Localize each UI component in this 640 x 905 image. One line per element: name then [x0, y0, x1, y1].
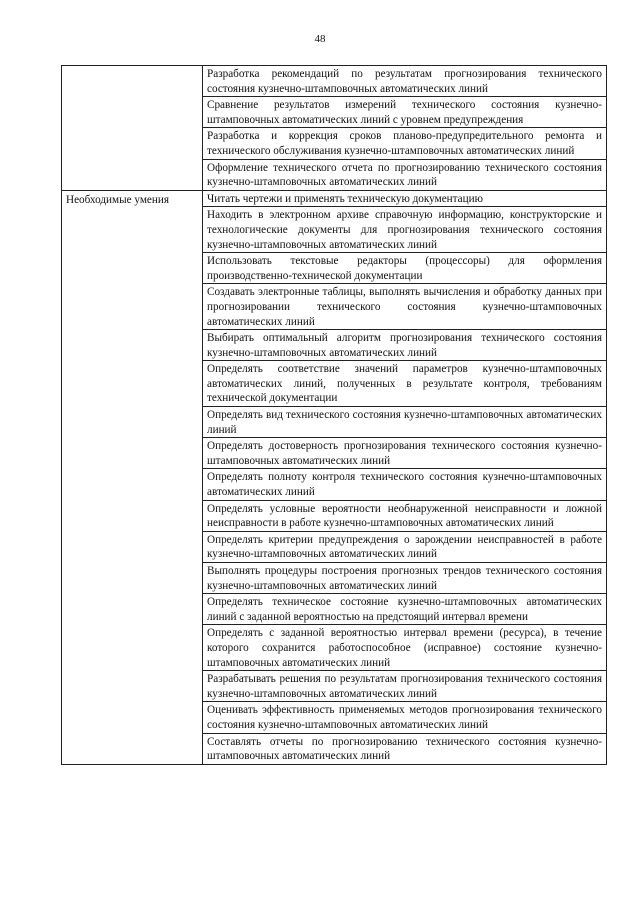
table-row	[62, 190, 607, 207]
table-cell-text: Использовать текстовые редакторы (процессоры) для оформления производственно-технической документации	[203, 253, 607, 284]
table-cell-text: Разработка и коррекция сроков планово-предупредительного ремонта и технического обслуживания кузнечно-штамповочных автоматических линий	[203, 128, 607, 159]
section-label	[62, 66, 203, 191]
table-cell-text: Находить в электронном архиве справочную информацию, конструкторские и технологические документы для прогнозирования технического состояния кузнечно-штамповочных автоматических линий	[203, 207, 607, 253]
table-cell-text: Составлять отчеты по прогнозированию технического состояния кузнечно-штамповочных автоматических линий	[203, 733, 607, 764]
table-cell-text: Определять с заданной вероятностью интервал времени (ресурса), в течение которого сохранится работоспособное (исправное) состояние кузнечно-штамповочных автоматических линий	[203, 625, 607, 671]
section-label: Необходимые умения	[62, 190, 203, 764]
table-cell-text: Определять критерии предупреждения о зарождении неисправностей в работе кузнечно-штамповочных автоматических линий	[203, 531, 607, 562]
table-cell-text: Читать чертежи и применять техническую документацию	[203, 190, 607, 207]
table-cell-text: Определять условные вероятности необнаруженной неисправности и ложной неисправности в работе кузнечно-штамповочных автоматических линий	[203, 500, 607, 531]
table-cell-text: Определять достоверность прогнозирования технического состояния кузнечно-штамповочных автоматических линий	[203, 438, 607, 469]
table-cell-text: Определять полноту контроля технического состояния кузнечно-штамповочных автоматических линий	[203, 469, 607, 500]
table-cell-text: Определять соответствие значений параметров кузнечно-штамповочных автоматических линий, полученных в результате контроля, требованиям технической документации	[203, 361, 607, 407]
table-cell-text: Определять вид технического состояния кузнечно-штамповочных автоматических линий	[203, 407, 607, 438]
table-cell-text: Оценивать эффективность применяемых методов прогнозирования технического состояния кузнечно-штамповочных автоматических линий	[203, 702, 607, 733]
table-cell-text: Оформление технического отчета по прогнозированию технического состояния кузнечно-штамповочных автоматических линий	[203, 159, 607, 190]
table-cell-text: Выполнять процедуры построения прогнозных трендов технического состояния кузнечно-штамповочных автоматических линий	[203, 563, 607, 594]
requirements-table	[61, 65, 607, 765]
table-cell-text: Выбирать оптимальный алгоритм прогнозирования технического состояния кузнечно-штамповочных автоматических линий	[203, 330, 607, 361]
requirements-table-body	[62, 66, 607, 765]
table-cell-text: Сравнение результатов измерений технического состояния кузнечно-штамповочных автоматических линий с уровнем предупреждения	[203, 97, 607, 128]
page-number: 48	[314, 33, 326, 45]
table-cell-text: Разработка рекомендаций по результатам прогнозирования технического состояния кузнечно-штамповочных автоматических линий	[203, 66, 607, 97]
table-cell-text: Определять техническое состояние кузнечно-штамповочных автоматических линий с заданной вероятностью на предстоящий интервал времени	[203, 594, 607, 625]
table-cell-text: Создавать электронные таблицы, выполнять вычисления и обработку данных при прогнозировании технического состояния кузнечно-штамповочных автоматических линий	[203, 284, 607, 330]
table-cell-text: Разрабатывать решения по результатам прогнозирования технического состояния кузнечно-штамповочных автоматических линий	[203, 671, 607, 702]
table-row	[62, 66, 607, 97]
